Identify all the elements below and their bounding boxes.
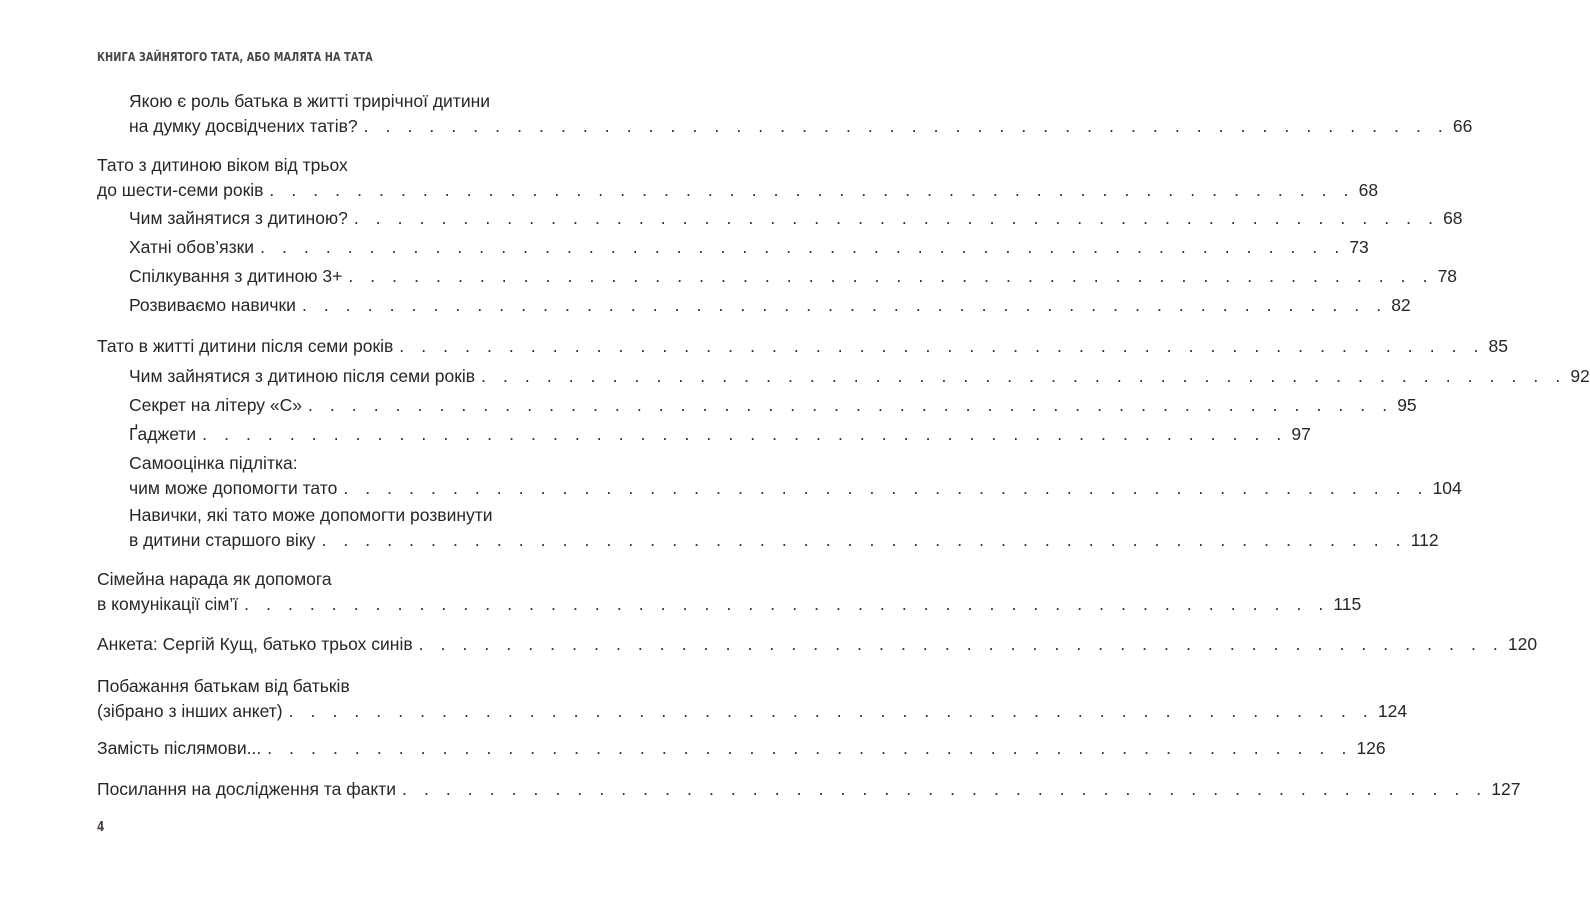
toc-page-number: 115 (1333, 594, 1362, 614)
page-number: 4 (97, 820, 105, 835)
dot-leader: . . . . . . . . . . . . . . . . . . . . . . . . . . . . . . . . . . . . . . . . . . . . . . . . . . (418, 634, 1504, 654)
toc-page-number: 126 (1356, 738, 1386, 758)
toc-entry-title: Якою є роль батька в житті трирічної дитини (129, 91, 491, 111)
toc-page-number: 73 (1349, 237, 1369, 257)
toc-entry-title: Розвиваємо навички (129, 295, 296, 315)
toc-page-number: 85 (1488, 336, 1509, 356)
toc-page-number: 82 (1391, 295, 1411, 315)
dot-leader: . . . . . . . . . . . . . . . . . . . . . . . . . . . . . . . . . . . . . . . . . . . . . . . . . . (399, 336, 1485, 356)
running-head: КНИГА ЗАЙНЯТОГО ТАТА, АБО МАЛЯТА НА ТАТА (97, 49, 373, 64)
toc-entry-title: Сімейна нарада як допомога (97, 569, 332, 589)
toc-page-number: 78 (1437, 266, 1458, 286)
toc-entry-title: Самооцінка підлітка: (129, 453, 298, 473)
dot-leader: . . . . . . . . . . . . . . . . . . . . . . . . . . . . . . . . . . . . . . . . . . . . . . . . . . (353, 208, 1440, 228)
dot-leader: . . . . . . . . . . . . . . . . . . . . . . . . . . . . . . . . . . . . . . . . . . . . . . . . . . (269, 180, 1355, 200)
toc-page-number: 127 (1491, 779, 1521, 799)
toc-entry-title: Ґаджети (129, 424, 197, 444)
toc-entry-title: в дитини старшого віку (129, 530, 316, 550)
toc-entry-title: чим може допомогти тато (129, 478, 338, 498)
toc-entry-title: на думку досвідчених татів? (129, 116, 358, 136)
toc-page-number: 124 (1377, 701, 1408, 721)
toc-entry-title: Анкета: Сергій Кущ, батько трьох синів (97, 634, 413, 654)
dot-leader: . . . . . . . . . . . . . . . . . . . . . . . . . . . . . . . . . . . . . . . . . . . . . . . . . . (321, 530, 1407, 550)
toc-page-number: 95 (1397, 395, 1417, 415)
toc-page-number: 92 (1570, 366, 1590, 386)
toc-entry-title: (зібрано з інших анкет) (97, 701, 283, 721)
dot-leader: . . . . . . . . . . . . . . . . . . . . . . . . . . . . . . . . . . . . . . . . . . . . . . . . . . (267, 738, 1353, 758)
dot-leader: . . . . . . . . . . . . . . . . . . . . . . . . . . . . . . . . . . . . . . . . . . . . . . . . . . (307, 395, 1394, 415)
toc-page-number: 120 (1507, 634, 1538, 654)
dot-leader: . . . . . . . . . . . . . . . . . . . . . . . . . . . . . . . . . . . . . . . . . . . . . . . . . . (402, 779, 1488, 799)
toc-entry-title: до шести-семи років (97, 180, 264, 200)
toc-page-number: 104 (1432, 478, 1462, 498)
toc-entry-title: Чим зайнятися з дитиною після семи років (129, 366, 476, 386)
dot-leader: . . . . . . . . . . . . . . . . . . . . . . . . . . . . . . . . . . . . . . . . . . . . . . . . . . (348, 266, 1434, 286)
toc-page-number: 66 (1452, 116, 1473, 136)
toc-page-number: 97 (1291, 424, 1311, 444)
toc-page-number: 68 (1358, 180, 1379, 200)
toc-entry-title: Тато в житті дитини після семи років (97, 336, 394, 356)
toc-entry-title: Навички, які тато може допомогти розвинути (129, 505, 493, 525)
toc-entry-title: Посилання на дослідження та факти (97, 779, 397, 799)
toc-page-number: 68 (1443, 208, 1463, 228)
dot-leader: . . . . . . . . . . . . . . . . . . . . . . . . . . . . . . . . . . . . . . . . . . . . . . . . . . (301, 295, 1388, 315)
dot-leader: . . . . . . . . . . . . . . . . . . . . . . . . . . . . . . . . . . . . . . . . . . . . . . . . . . (288, 701, 1374, 721)
dot-leader: . . . . . . . . . . . . . . . . . . . . . . . . . . . . . . . . . . . . . . . . . . . . . . . . . . (260, 237, 1346, 257)
dot-leader: . . . . . . . . . . . . . . . . . . . . . . . . . . . . . . . . . . . . . . . . . . . . . . . . . . (481, 366, 1567, 386)
toc-entry-title: Секрет на літеру «С» (129, 395, 302, 415)
toc-entry-title: в комунікації сім’ї (97, 594, 239, 614)
dot-leader: . . . . . . . . . . . . . . . . . . . . . . . . . . . . . . . . . . . . . . . . . . . . . . . . . . (343, 478, 1429, 498)
toc-entry-title: Тато з дитиною віком від трьох (97, 155, 348, 175)
toc-entry-title: Чим зайнятися з дитиною? (129, 208, 348, 228)
dot-leader: . . . . . . . . . . . . . . . . . . . . . . . . . . . . . . . . . . . . . . . . . . . . . . . . . . (244, 594, 1330, 614)
toc-entry-title: Спілкування з дитиною 3+ (129, 266, 343, 286)
toc-entry-title: Хатні обов’язки (129, 237, 255, 257)
dot-leader: . . . . . . . . . . . . . . . . . . . . . . . . . . . . . . . . . . . . . . . . . . . . . . . . . . (202, 424, 1288, 444)
toc-entry-title: Побажання батькам від батьків (97, 676, 350, 696)
dot-leader: . . . . . . . . . . . . . . . . . . . . . . . . . . . . . . . . . . . . . . . . . . . . . . . . . . (363, 116, 1449, 136)
toc-page-number: 112 (1410, 530, 1439, 550)
toc-entry-title: Замість післямови... (97, 738, 262, 758)
